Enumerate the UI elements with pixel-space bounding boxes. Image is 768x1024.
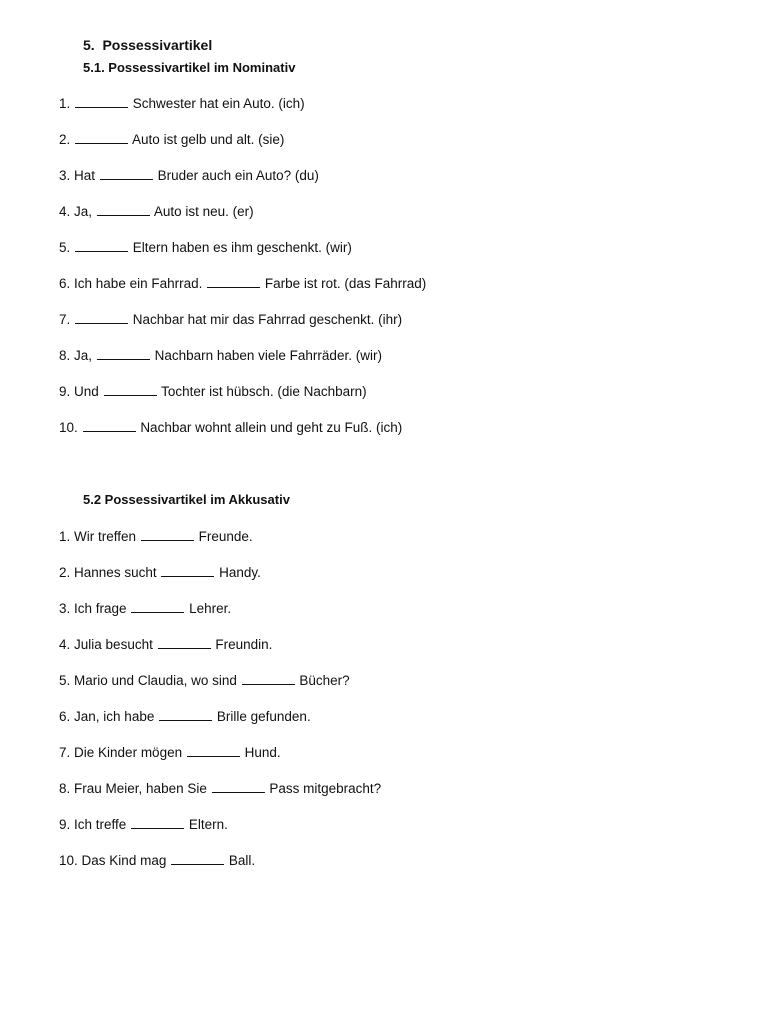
answer-blank[interactable]	[131, 599, 184, 613]
exercise-item	[59, 527, 381, 563]
exercise-number: 4.	[59, 204, 71, 219]
exercise-text-before: Ja,	[74, 348, 93, 363]
exercise-number: 7.	[59, 745, 71, 760]
exercise-text-before: Hat	[74, 168, 96, 183]
exercise-number: 7.	[59, 312, 71, 327]
answer-blank[interactable]	[141, 527, 194, 541]
exercise-text-after: Bücher?	[299, 673, 350, 688]
exercise-number: 8.	[59, 348, 71, 363]
exercise-text-after: Auto ist neu. (er)	[153, 204, 254, 219]
answer-blank[interactable]	[97, 202, 150, 216]
exercise-text-after: Tochter ist hübsch. (die Nachbarn)	[161, 384, 367, 399]
exercise-text-after: Handy.	[219, 565, 261, 580]
exercise-number: 3.	[59, 601, 71, 616]
exercise-number: 9.	[59, 384, 71, 399]
exercise-item	[59, 166, 426, 202]
exercise-text-before: Und	[74, 384, 99, 399]
exercise-text-after: Freunde.	[198, 529, 253, 544]
exercise-number: 1.	[59, 529, 71, 544]
exercise-text-before: Ich habe ein Fahrrad.	[74, 276, 203, 291]
exercise-text-before: Ja,	[74, 204, 93, 219]
exercise-number: 6.	[59, 276, 71, 291]
exercise-text-before: Ich frage	[74, 601, 127, 616]
exercise-text-after: Hund.	[244, 745, 281, 760]
exercise-item	[59, 418, 426, 454]
exercise-text-before: Wir treffen	[74, 529, 137, 544]
exercise-item	[59, 707, 381, 743]
answer-blank[interactable]	[171, 851, 224, 865]
exercise-item	[59, 635, 381, 671]
exercise-number: 10.	[59, 420, 78, 435]
exercise-item	[59, 563, 381, 599]
exercise-item	[59, 671, 381, 707]
answer-blank[interactable]	[75, 310, 128, 324]
exercise-number: 5.	[59, 673, 71, 688]
exercise-text-after: Pass mitgebracht?	[269, 781, 382, 796]
answer-blank[interactable]	[75, 238, 128, 252]
exercise-text-before: Jan, ich habe	[74, 709, 155, 724]
section-1-title: 5.1. Possessivartikel im Nominativ	[83, 60, 296, 75]
answer-blank[interactable]	[100, 166, 153, 180]
exercise-item	[59, 743, 381, 779]
chapter-title	[83, 37, 212, 53]
exercise-text-before: Julia besucht	[74, 637, 153, 652]
exercise-item	[59, 346, 426, 382]
exercise-number: 9.	[59, 817, 71, 832]
exercise-text-before: Frau Meier, haben Sie	[74, 781, 207, 796]
exercise-number: 4.	[59, 637, 71, 652]
exercise-number: 10.	[59, 853, 78, 868]
exercise-number: 2.	[59, 565, 71, 580]
answer-blank[interactable]	[83, 418, 136, 432]
exercise-text-after: Schwester hat ein Auto. (ich)	[132, 96, 305, 111]
exercise-text-after: Bruder auch ein Auto? (du)	[157, 168, 319, 183]
exercise-item	[59, 310, 426, 346]
answer-blank[interactable]	[187, 743, 240, 757]
exercise-number: 1.	[59, 96, 71, 111]
exercise-text-after: Eltern haben es ihm geschenkt. (wir)	[132, 240, 352, 255]
exercise-text-after: Lehrer.	[189, 601, 232, 616]
exercise-text-after: Freundin.	[215, 637, 273, 652]
exercise-text-before: Hannes sucht	[74, 565, 157, 580]
answer-blank[interactable]	[75, 94, 128, 108]
exercise-text-after: Nachbarn haben viele Fahrräder. (wir)	[154, 348, 382, 363]
exercise-text-after: Auto ist gelb und alt. (sie)	[132, 132, 285, 147]
section-2-title: 5.2 Possessivartikel im Akkusativ	[83, 492, 290, 507]
exercise-text-before: Mario und Claudia, wo sind	[74, 673, 237, 688]
exercise-number: 5.	[59, 240, 71, 255]
exercise-item	[59, 851, 381, 887]
chapter-title-text: Possessivartikel	[102, 37, 213, 53]
answer-blank[interactable]	[161, 563, 214, 577]
answer-blank[interactable]	[207, 274, 260, 288]
answer-blank[interactable]	[97, 346, 150, 360]
exercise-number: 6.	[59, 709, 71, 724]
exercise-text-after: Nachbar wohnt allein und geht zu Fuß. (ich)	[140, 420, 403, 435]
exercise-item	[59, 382, 426, 418]
exercise-text-before: Das Kind mag	[81, 853, 167, 868]
answer-blank[interactable]	[158, 635, 211, 649]
exercise-text-before: Ich treffe	[74, 817, 127, 832]
exercise-number: 3.	[59, 168, 71, 183]
answer-blank[interactable]	[75, 130, 128, 144]
answer-blank[interactable]	[242, 671, 295, 685]
exercise-item	[59, 274, 426, 310]
exercise-item	[59, 599, 381, 635]
exercise-item	[59, 130, 426, 166]
answer-blank[interactable]	[104, 382, 157, 396]
exercise-text-after: Brille gefunden.	[216, 709, 311, 724]
exercise-item	[59, 94, 426, 130]
exercise-text-before: Die Kinder mögen	[74, 745, 183, 760]
exercise-list-nominativ	[59, 94, 426, 454]
exercise-number: 8.	[59, 781, 71, 796]
exercise-item	[59, 815, 381, 851]
answer-blank[interactable]	[159, 707, 212, 721]
exercise-text-after: Eltern.	[188, 817, 228, 832]
answer-blank[interactable]	[212, 779, 265, 793]
exercise-text-after: Nachbar hat mir das Fahrrad geschenkt. (ihr)	[132, 312, 403, 327]
chapter-number: 5.	[83, 37, 95, 53]
answer-blank[interactable]	[131, 815, 184, 829]
exercise-number: 2.	[59, 132, 71, 147]
exercise-item	[59, 779, 381, 815]
exercise-item	[59, 238, 426, 274]
exercise-list-akkusativ	[59, 527, 381, 887]
exercise-text-after: Farbe ist rot. (das Fahrrad)	[264, 276, 427, 291]
exercise-text-after: Ball.	[228, 853, 256, 868]
exercise-item	[59, 202, 426, 238]
